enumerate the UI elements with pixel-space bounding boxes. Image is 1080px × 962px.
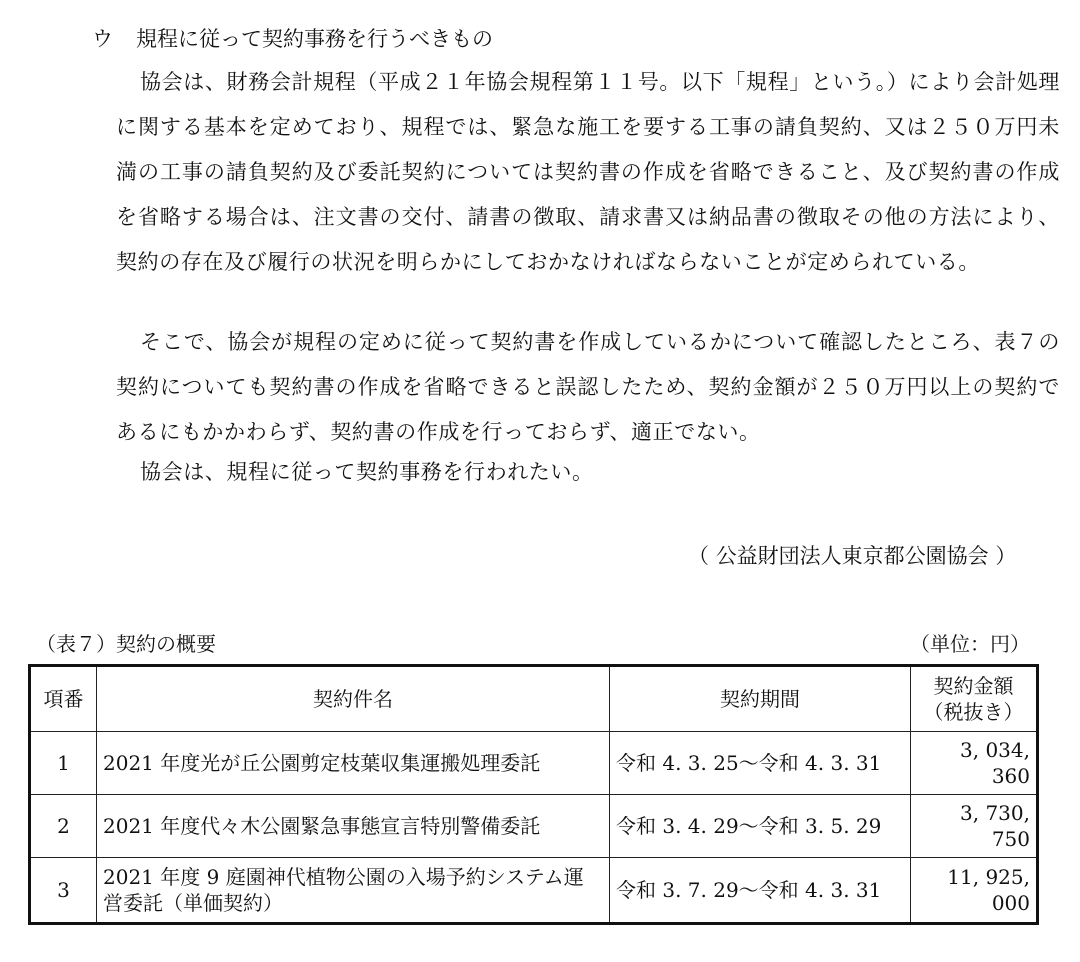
cell-amount: 3, 034, 360 — [911, 732, 1038, 795]
cell-no: 2 — [30, 795, 97, 858]
paragraph-finding: そこで、協会が規程の定めに従って契約書を作成しているかについて確認したところ、表７の契約についても契約書の作成を省略できると誤認したため、契約金額が２５０万円以上の契約であるにもかかわらず、契約書の作成を行っておらず、適正でない。 — [116, 330, 1060, 444]
header-amount — [911, 666, 1038, 732]
cell-name: 2021 年度 9 庭園神代植物公園の入場予約システム運営委託（単価契約） — [97, 858, 610, 924]
header-name: 契約件名 — [97, 666, 610, 732]
contracts-table — [28, 664, 1039, 925]
cell-amount: 3, 730, 750 — [911, 795, 1038, 858]
organization-name: （ 公益財団法人東京都公園協会 ） — [688, 544, 1017, 568]
cell-name: 2021 年度光が丘公園剪定枝葉収集運搬処理委託 — [97, 732, 610, 795]
header-no: 項番 — [30, 666, 97, 732]
cell-no: 3 — [30, 858, 97, 924]
table-row — [30, 858, 1038, 924]
paragraph-regulation: 協会は、財務会計規程（平成２１年協会規程第１１号。以下「規程」という。）により会計処理に関する基本を定めており、規程では、緊急な施工を要する工事の請負契約、又は２５０万円未満の工事の請負契約及び委託契約については契約書の作成を省略できること、及び契約書の作成を省略する場合は、注文書の交付、請書の徴取、請求書又は納品書の徴取その他の方法により、契約の存在及び履行の状況を明らかにしておかなければならないことが定められている。 — [116, 70, 1060, 274]
table-header-row — [30, 666, 1038, 732]
table-row — [30, 732, 1038, 795]
table-row — [30, 795, 1038, 858]
cell-period: 令和 3. 7. 29～令和 4. 3. 31 — [610, 858, 911, 924]
cell-amount: 11, 925, 000 — [911, 858, 1038, 924]
header-period: 契約期間 — [610, 666, 911, 732]
cell-period: 令和 3. 4. 29～令和 3. 5. 29 — [610, 795, 911, 858]
header-amount-line1: 契約金額 — [933, 674, 1014, 698]
paragraph-recommendation: 協会は、規程に従って契約事務を行われたい。 — [140, 460, 594, 484]
section-heading-text: 規程に従って契約事務を行うべきもの — [136, 27, 493, 51]
section-heading — [92, 24, 493, 54]
cell-name: 2021 年度代々木公園緊急事態宣言特別警備委託 — [97, 795, 610, 858]
section-marker: ウ — [92, 27, 113, 51]
header-amount-line2: （税抜き） — [923, 700, 1024, 724]
cell-no: 1 — [30, 732, 97, 795]
table-caption: （表７）契約の概要 — [36, 632, 216, 656]
cell-period: 令和 4. 3. 25～令和 4. 3. 31 — [610, 732, 911, 795]
table-unit: （単位：円） — [910, 632, 1030, 656]
